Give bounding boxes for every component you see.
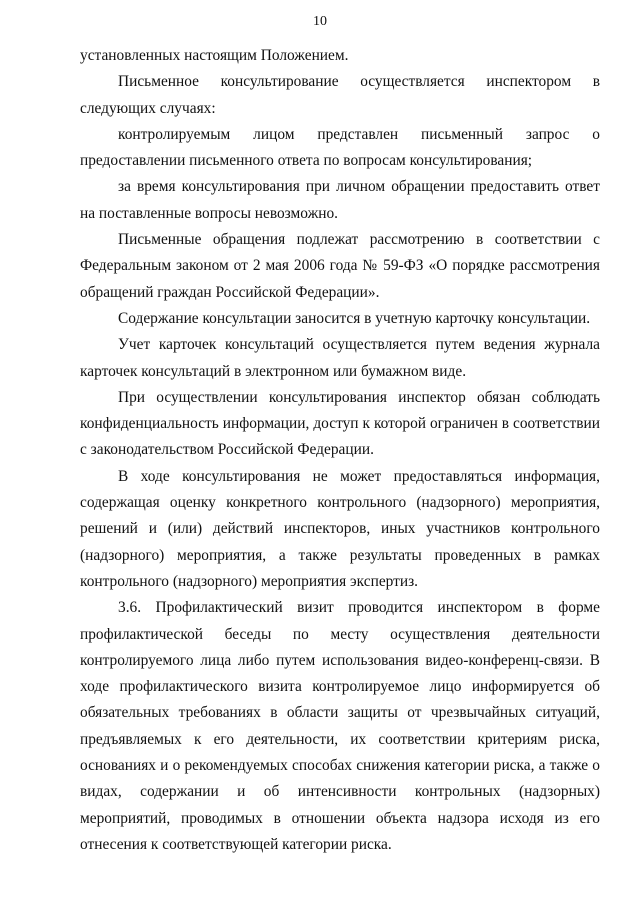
paragraph-continuation: установленных настоящим Положением.	[80, 47, 349, 64]
paragraph-written-request: контролируемым лицом представлен письменный запрос о предоставлении письменного ответа по вопросам консультирования;	[80, 125, 600, 170]
page-number: 10	[313, 14, 327, 29]
paragraph-card-journal: Учет карточек консультаций осуществляется путем ведения журнала карточек консультаций в электронном или бумажном виде.	[80, 336, 600, 380]
paragraph-restrictions: В ходе консультирования не может предоставляться информация, содержащая оценку конкретного контрольного (надзорного) мероприятия, решений и (или) действий инспекторов, иных участников контрольного (надзорного) мероприятия, а также результаты проведенных в рамках контрольного (надзорного) мероприятия экспертиз.	[80, 467, 600, 590]
paragraph-confidentiality: При осуществлении консультирования инспектор обязан соблюдать конфиденциальность информации, доступ к которой ограничен в соответствии с законодательством Российской Федерации.	[80, 388, 600, 459]
document-body	[80, 43, 600, 858]
paragraph-section-3-6: 3.6. Профилактический визит проводится инспектором в форме профилактической беседы по месту осуществления деятельности контролируемого лица либо путем использования видео-конференц-связи. В ходе профилактического визита контролируемое лицо информируется об обязательных требованиях в области защиты от чрезвычайных ситуаций, предъявляемых к его деятельности, их соответствии критериям риска, основаниях и о рекомендуемых способах снижения категории риска, а также о видах, содержании и об интенсивности контрольных (надзорных) мероприятий, проводимых в отношении объекта надзора исходя из его отнесения к соответствующей категории риска.	[80, 599, 600, 853]
paragraph-written-consulting: Письменное консультирование осуществляется инспектором в следующих случаях:	[80, 73, 600, 117]
paragraph-consultation-card: Содержание консультации заносится в учетную карточку консультации.	[118, 309, 591, 327]
paragraph-answer-impossible: за время консультирования при личном обращении предоставить ответ на поставленные вопросы невозможно.	[80, 178, 600, 222]
paragraph-written-appeals: Письменные обращения подлежат рассмотрению в соответствии с Федеральным законом от 2 мая 2006 года № 59-ФЗ «О порядке рассмотрения обращений граждан Российской Федерации».	[80, 231, 600, 301]
